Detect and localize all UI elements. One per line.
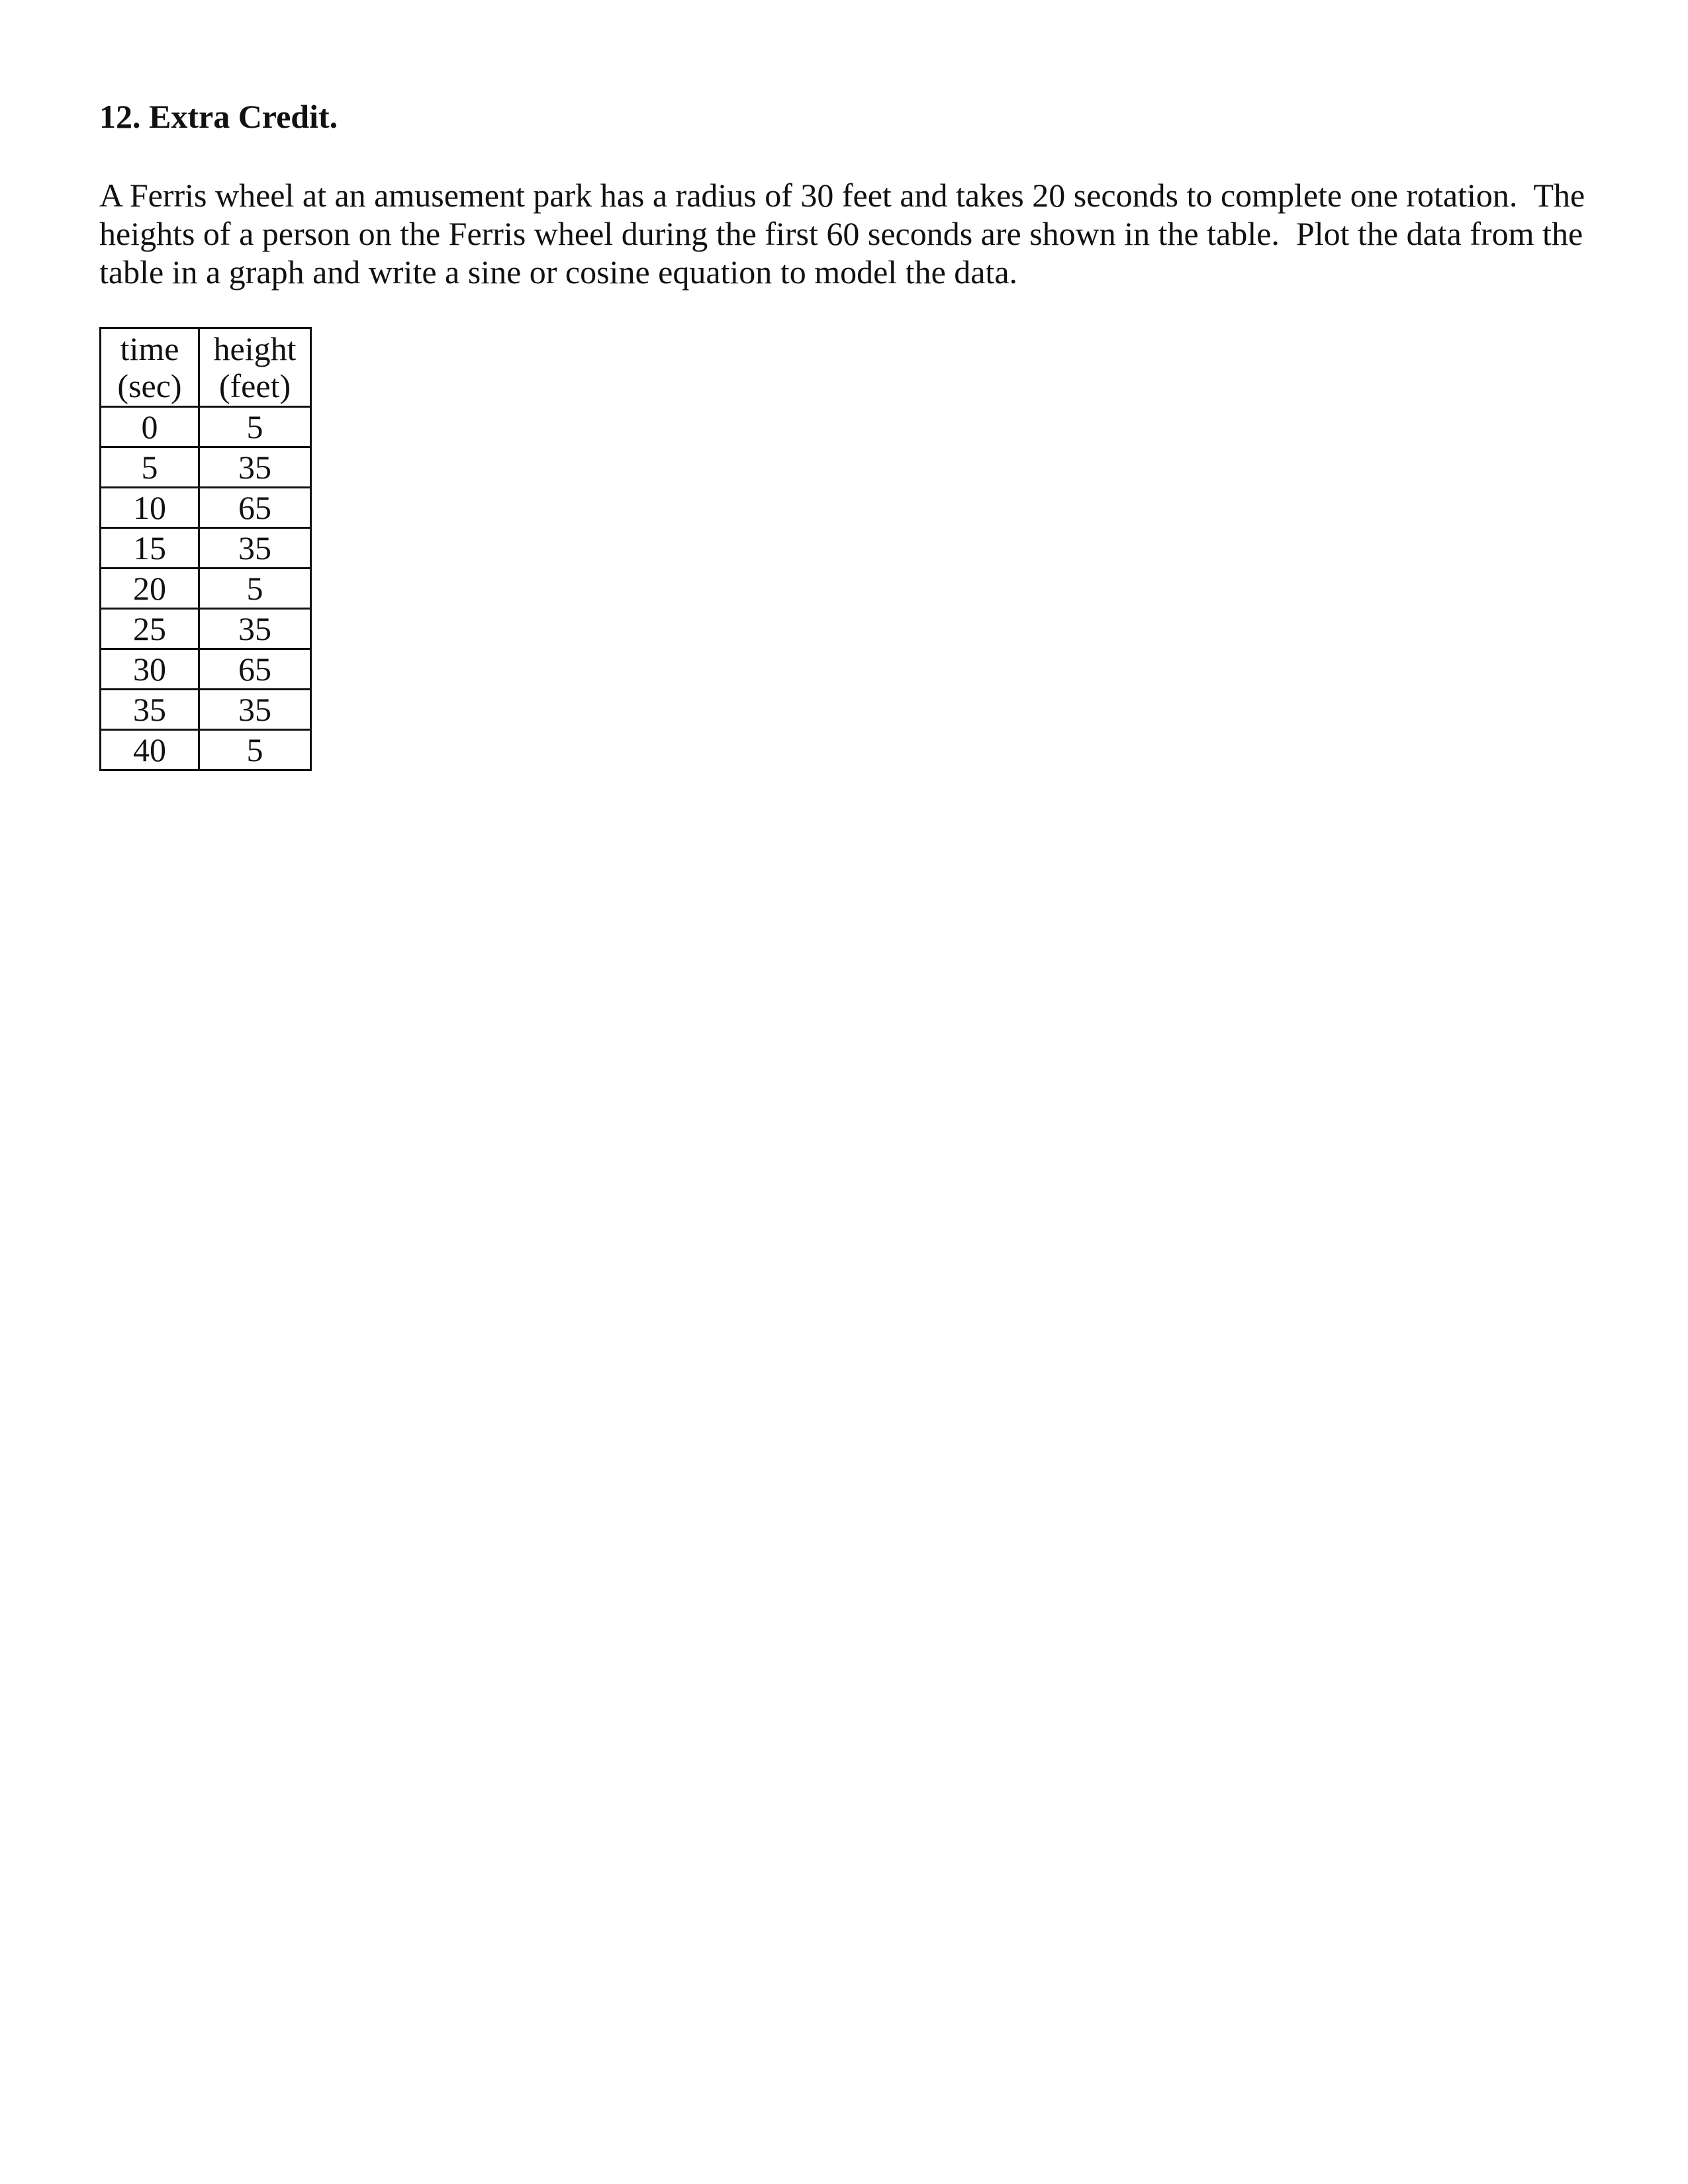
time-cell: 30 — [101, 649, 199, 690]
header-unit: (feet) — [218, 367, 291, 404]
table-row — [101, 649, 311, 690]
problem-line: A Ferris wheel at an amusement park has a radius of 30 feet and takes 20 seconds to complete one rotation. The — [99, 177, 1585, 214]
time-cell: 15 — [101, 528, 199, 569]
table-row — [101, 407, 311, 447]
height-column-header — [199, 328, 311, 407]
height-cell: 35 — [199, 447, 311, 488]
time-cell: 40 — [101, 730, 199, 770]
height-cell: 35 — [199, 690, 311, 730]
height-cell: 65 — [199, 649, 311, 690]
table-row — [101, 730, 311, 770]
time-cell: 25 — [101, 609, 199, 649]
time-cell: 20 — [101, 569, 199, 609]
table-row — [101, 447, 311, 488]
header-unit: (sec) — [117, 367, 182, 404]
time-cell: 10 — [101, 488, 199, 528]
height-cell: 65 — [199, 488, 311, 528]
table-row — [101, 609, 311, 649]
header-label: time — [120, 330, 179, 367]
time-cell: 0 — [101, 407, 199, 447]
table-row — [101, 488, 311, 528]
table-row — [101, 690, 311, 730]
time-height-table — [99, 327, 312, 771]
problem-heading: 12. Extra Credit. — [99, 98, 338, 135]
time-column-header — [101, 328, 199, 407]
height-cell: 5 — [199, 730, 311, 770]
height-cell: 35 — [199, 609, 311, 649]
table-row — [101, 528, 311, 569]
header-label: height — [213, 330, 297, 367]
problem-line: table in a graph and write a sine or cosine equation to model the data. — [99, 253, 1018, 291]
height-cell: 35 — [199, 528, 311, 569]
height-cell: 5 — [199, 569, 311, 609]
height-cell: 5 — [199, 407, 311, 447]
table-row — [101, 569, 311, 609]
problem-line: heights of a person on the Ferris wheel during the first 60 seconds are shown in the table. Plot the data from the — [99, 215, 1583, 252]
time-cell: 5 — [101, 447, 199, 488]
time-cell: 35 — [101, 690, 199, 730]
problem-statement — [99, 176, 1595, 291]
table-header-row — [101, 328, 311, 407]
